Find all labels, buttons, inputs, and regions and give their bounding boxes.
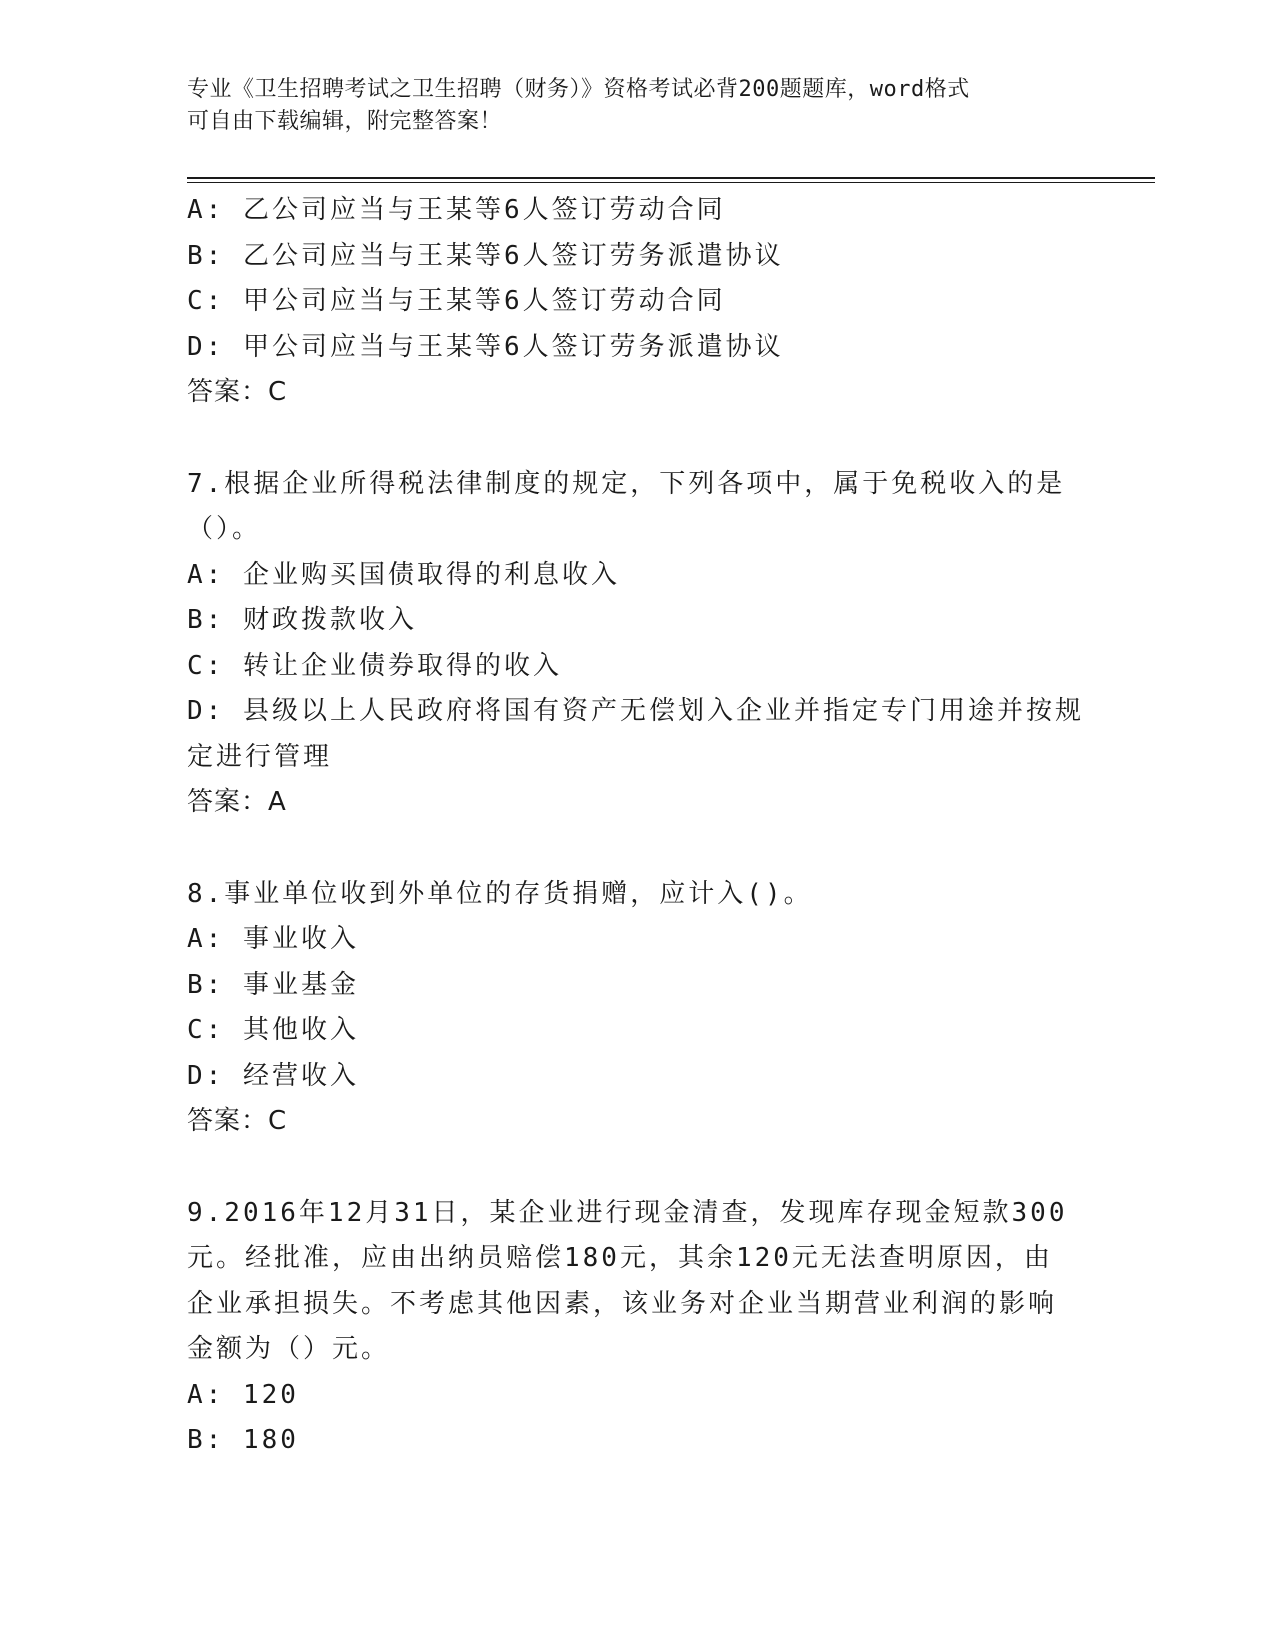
question-stem-continued: 元。经批准，应由出纳员赔偿180元，其余120元无法查明原因，由 (187, 1243, 1053, 1273)
header-title-line-1: 专业《卫生招聘考试之卫生招聘（财务）》资格考试必背200题题库，word格式 (187, 77, 970, 102)
header-title-line-2: 可自由下载编辑，附完整答案！ (187, 109, 503, 134)
option-a: A: 120 (187, 1379, 299, 1410)
header-divider-thick (187, 177, 1155, 179)
option-b: B: 乙公司应当与王某等6人签订劳务派遣协议 (187, 240, 784, 271)
question-8 (187, 872, 1087, 1145)
question-stem-continued: 企业承担损失。不考虑其他因素，该业务对企业当期营业利润的影响 (187, 1288, 1058, 1319)
option-d: D: 甲公司应当与王某等6人签订劳务派遣协议 (187, 331, 784, 362)
option-c: C: 甲公司应当与王某等6人签订劳动合同 (187, 286, 726, 316)
question-9 (187, 1191, 1087, 1464)
question-stem: 9.2016年12月31日，某企业进行现金清查，发现库存现金短款300 (187, 1197, 1068, 1228)
question-7 (187, 462, 1087, 826)
question-stem: 7.根据企业所得税法律制度的规定，下列各项中，属于免税收入的是 (187, 468, 1066, 499)
answer-line: 答案：A (187, 787, 287, 817)
option-d: D: 县级以上人民政府将国有资产无偿划入企业并指定专门用途并按规 (187, 696, 1084, 726)
option-c: C: 其他收入 (187, 1015, 359, 1045)
option-b: B: 财政拨款收入 (187, 605, 417, 635)
question-content (187, 188, 1087, 1464)
question-stem-continued: （）。 (187, 514, 262, 544)
option-b: B: 事业基金 (187, 969, 359, 1000)
answer-line: 答案：C (187, 1106, 288, 1136)
question-6 (187, 188, 1087, 416)
option-a: A: 企业购买国债取得的利息收入 (187, 559, 620, 590)
option-a: A: 事业收入 (187, 924, 359, 954)
header-divider-thin (187, 182, 1155, 183)
answer-line: 答案：C (187, 377, 288, 407)
question-stem: 8.事业单位收到外单位的存货捐赠，应计入()。 (187, 878, 813, 909)
spacer (187, 416, 1087, 462)
spacer (187, 1145, 1087, 1191)
option-d: D: 经营收入 (187, 1060, 359, 1091)
page-header (187, 74, 1067, 138)
question-stem-continued: 金额为（）元。 (187, 1334, 391, 1364)
option-b: B: 180 (187, 1425, 299, 1455)
option-a: A: 乙公司应当与王某等6人签订劳动合同 (187, 195, 726, 225)
spacer (187, 826, 1087, 872)
option-d-continued: 定进行管理 (187, 741, 333, 772)
option-c: C: 转让企业债券取得的收入 (187, 650, 562, 681)
